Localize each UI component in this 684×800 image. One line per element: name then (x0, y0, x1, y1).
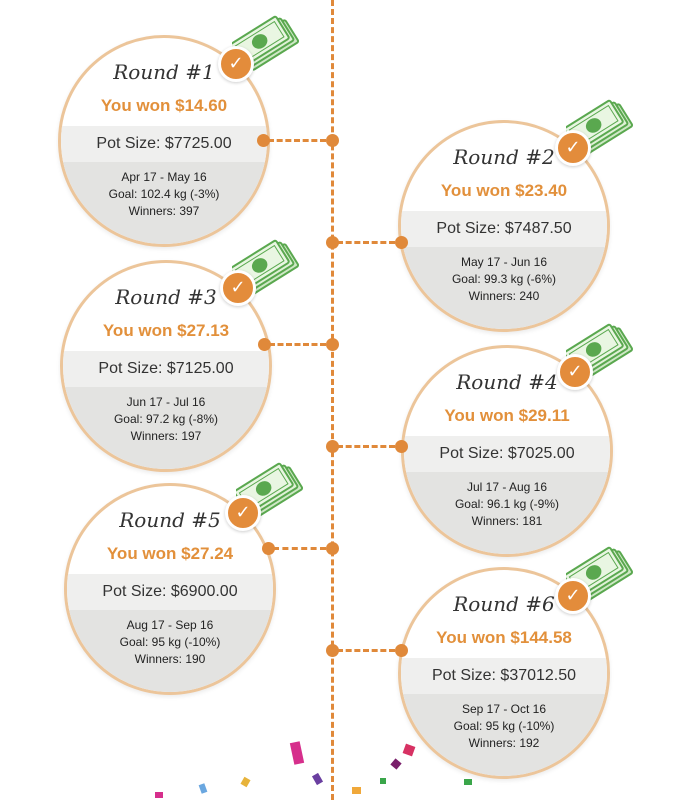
won-amount: You won $14.60 (100, 96, 228, 115)
round-goal: Goal: 96.1 kg (-9%) (454, 497, 560, 511)
connector-dot (395, 644, 408, 657)
pot-size: Pot Size: $7125.00 (63, 351, 269, 387)
won-amount: You won $27.13 (102, 321, 230, 340)
connector-line (273, 547, 326, 550)
connector-line (337, 241, 395, 244)
round-details (67, 610, 273, 692)
pot-size: Pot Size: $6900.00 (67, 574, 273, 610)
pot-size: Pot Size: $7025.00 (404, 436, 610, 472)
checkmark-icon: ✓ (218, 46, 254, 82)
round-winners: Winners: 190 (134, 652, 206, 666)
confetti-piece (464, 779, 472, 785)
round-title: Round #2 (453, 145, 555, 169)
confetti-piece (380, 778, 386, 784)
round-goal: Goal: 99.3 kg (-6%) (451, 272, 557, 286)
round-title: Round #1 (113, 60, 215, 84)
round-title: Round #5 (119, 508, 221, 532)
won-amount: You won $29.11 (444, 406, 570, 425)
timeline-dot (326, 338, 339, 351)
round-details (401, 694, 607, 776)
connector-line (337, 649, 395, 652)
round-dates: Aug 17 - Sep 16 (126, 618, 214, 632)
round-details (404, 472, 610, 554)
won-amount: You won $27.24 (106, 544, 234, 563)
round-title: Round #6 (453, 592, 555, 616)
round-goal: Goal: 97.2 kg (-8%) (113, 412, 219, 426)
round-dates: Jun 17 - Jul 16 (126, 395, 206, 409)
round-title: Round #3 (115, 285, 217, 309)
won-amount: You won $144.58 (436, 628, 572, 647)
round-winners: Winners: 240 (468, 289, 540, 303)
timeline-line (331, 0, 334, 800)
connector-line (269, 343, 326, 346)
round-title: Round #4 (456, 370, 558, 394)
checkmark-icon: ✓ (555, 130, 591, 166)
confetti-piece (312, 773, 323, 785)
connector-dot (395, 236, 408, 249)
round-dates: May 17 - Jun 16 (460, 255, 548, 269)
round-winners: Winners: 181 (471, 514, 543, 528)
round-details (61, 162, 267, 244)
won-amount: You won $23.40 (440, 181, 568, 200)
round-winners: Winners: 397 (128, 204, 200, 218)
pot-size: Pot Size: $7725.00 (61, 126, 267, 162)
round-details (401, 247, 607, 329)
connector-dot (395, 440, 408, 453)
round-winners: Winners: 197 (130, 429, 202, 443)
checkmark-icon: ✓ (225, 495, 261, 531)
checkmark-icon: ✓ (220, 270, 256, 306)
checkmark-icon: ✓ (555, 578, 591, 614)
round-dates: Sep 17 - Oct 16 (461, 702, 547, 716)
round-dates: Apr 17 - May 16 (121, 170, 207, 184)
timeline-dot (326, 542, 339, 555)
pot-size: Pot Size: $7487.50 (401, 211, 607, 247)
confetti-piece (390, 758, 401, 769)
confetti-piece (290, 741, 304, 765)
confetti-piece (155, 792, 163, 798)
round-winners: Winners: 192 (468, 736, 540, 750)
pot-size: Pot Size: $37012.50 (401, 658, 607, 694)
connector-line (268, 139, 326, 142)
round-goal: Goal: 102.4 kg (-3%) (108, 187, 220, 201)
round-details (63, 387, 269, 469)
checkmark-icon: ✓ (557, 354, 593, 390)
round-goal: Goal: 95 kg (-10%) (453, 719, 555, 733)
timeline-dot (326, 134, 339, 147)
confetti-piece (199, 783, 208, 794)
round-dates: Jul 17 - Aug 16 (466, 480, 548, 494)
connector-line (337, 445, 395, 448)
confetti-piece (352, 787, 361, 794)
confetti-piece (240, 777, 250, 787)
round-goal: Goal: 95 kg (-10%) (119, 635, 221, 649)
